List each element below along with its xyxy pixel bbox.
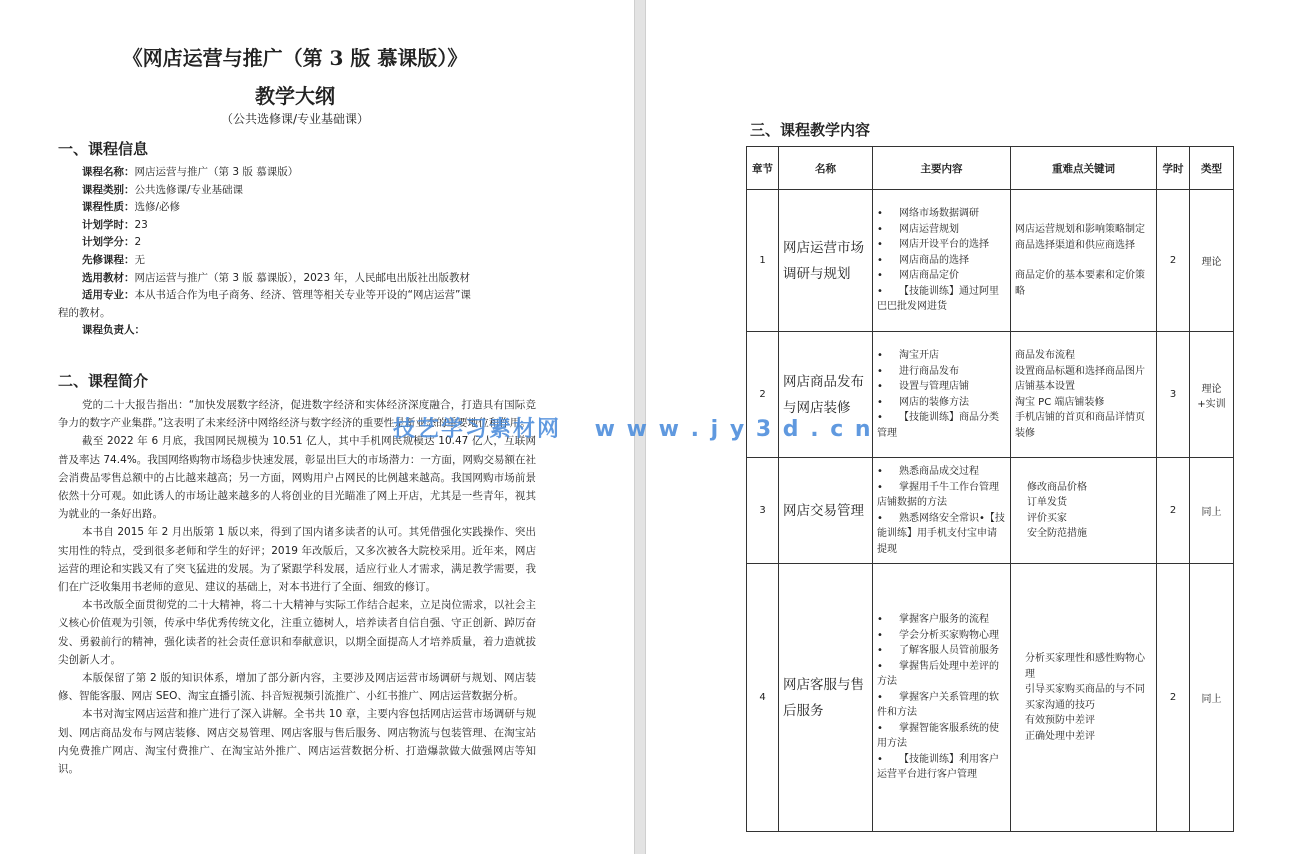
intro-paragraph: 截至 2022 年 6 月底，我国网民规模为 10.51 亿人，其中手机网民规模达 10.47 亿人，互联网普及率达 74.4%。我国网络购物市场稳步快速发展，彰显出巨大的市场潜力：一方面，网购交易额在社会消费品零售总额中的占比越来越高；另一方面，网购用户占网民的比例越来越高。我国网购市场前景依然十分可观。如此诱人的市场让越来越多的人将创业的目光瞄准了网上开店，尤其是一些青年，视其为就业的一条好出路。 xyxy=(58,435,536,521)
col-header-type: 类型 xyxy=(1190,147,1234,190)
info-row-major: 适用专业：本从书适合作为电子商务、经济、管理等相关专业等开设的“网店运营”课 xyxy=(82,289,471,302)
hours-cell: 3 xyxy=(1157,332,1190,458)
main-content-cell: • 掌握客户服务的流程 • 学会分析买家购物心理 • 了解客服人员管前服务 • 掌握售后处理中差评的方法 • 掌握客户关系管理的软件和方法 • 掌握智能客服系统的使用方法 • 【技能训练】利用客户运营平台进行客户管理 xyxy=(873,564,1011,832)
info-row-course-lead: 课程负责人： xyxy=(82,324,145,337)
type-cell: 理论 xyxy=(1190,190,1234,332)
info-row-prerequisite: 先修课程：无 xyxy=(82,253,145,266)
info-row-planned-hours: 计划学时：23 xyxy=(82,218,148,231)
table-row xyxy=(747,564,1234,832)
info-row-course-nature: 课程性质：选修/必修 xyxy=(82,201,181,214)
hours-cell: 2 xyxy=(1157,190,1190,332)
document-subtitle: 教学大纲 xyxy=(255,84,335,108)
teaching-content-table xyxy=(746,146,1234,832)
chapter-name: 网店运营市场调研与规划 xyxy=(779,190,873,332)
document-title: 《网店运营与推广（第 3 版 慕课版）》 xyxy=(122,46,468,70)
col-header-chapter: 章节 xyxy=(747,147,779,190)
watermark: 技艺学习素材网 w w w . j y 3 d . c n xyxy=(393,417,873,442)
course-intro-text xyxy=(58,396,536,778)
info-row-planned-credits: 计划学分：2 xyxy=(82,236,142,249)
info-row-course-name: 课程名称：网店运营与推广（第 3 版 慕课版） xyxy=(82,166,299,178)
key-points-cell: 商品发布流程 设置商品标题和选择商品图片 店铺基本设置 淘宝 PC 端店铺装修 手机店铺的首页和商品详情页装修 xyxy=(1011,332,1157,458)
section-heading-course-intro: 二、课程简介 xyxy=(58,372,149,390)
hours-cell: 2 xyxy=(1157,458,1190,564)
type-cell: 同上 xyxy=(1190,458,1234,564)
table-header-row xyxy=(747,147,1234,190)
intro-paragraph: 本版保留了第 2 版的知识体系，增加了部分新内容，主要涉及网店运营市场调研与规划、网店装修、智能客服、网店 SEO、淘宝直播引流、抖音短视频引流推广、小红书推广、网店运营数据分析。 xyxy=(58,672,536,703)
type-cell: 理论+实训 xyxy=(1190,332,1234,458)
section-heading-teaching-content: 三、课程教学内容 xyxy=(750,121,871,139)
chapter-name: 网店客服与售后服务 xyxy=(779,564,873,832)
main-content-cell: • 淘宝开店 • 进行商品发布 • 设置与管理店铺 • 网店的装修方法 • 【技能训练】商品分类管理 xyxy=(873,332,1011,458)
course-info-list xyxy=(58,164,542,340)
info-row-major-continued: 程的教材。 xyxy=(58,306,111,319)
intro-paragraph: 本书改版全面贯彻党的二十大精神，将二十大精神与实际工作结合起来，立足岗位需求，以社会主义核心价值观为引领，传承中华优秀传统文化，注重立德树人，培养读者自信自强、守正创新、踔厉奋发、勇毅前行的精神，强化读者的社会责任意识和奉献意识，以期全面提高人才培养质量，着力造就拔尖创新人才。 xyxy=(58,599,536,666)
key-points-cell: 修改商品价格 订单发货 评价买家 安全防范措施 xyxy=(1011,458,1157,564)
key-points-cell: 分析买家理性和感性购物心理 引导买家购买商品的与不同买家沟通的技巧 有效预防中差评 正确处理中差评 xyxy=(1011,564,1157,832)
col-header-main-content: 主要内容 xyxy=(873,147,1011,190)
chapter-number: 3 xyxy=(747,458,779,564)
type-cell: 同上 xyxy=(1190,564,1234,832)
col-header-name: 名称 xyxy=(779,147,873,190)
chapter-number: 1 xyxy=(747,190,779,332)
chapter-name: 网店交易管理 xyxy=(779,458,873,564)
hours-cell: 2 xyxy=(1157,564,1190,832)
info-row-textbook: 选用教材：网店运营与推广（第 3 版 慕课版），2023 年，人民邮电出版社出版教材 xyxy=(82,271,471,284)
main-content-cell: • 熟悉商品成交过程 • 掌握用千牛工作台管理店铺数据的方法 • 熟悉网络安全常识•【技能训练】用手机支付宝申请提现 xyxy=(873,458,1011,564)
main-content-cell: • 网络市场数据调研 • 网店运营规划 • 网店开设平台的选择 • 网店商品的选择 • 网店商品定价 • 【技能训练】通过阿里巴巴批发网进货 xyxy=(873,190,1011,332)
info-row-course-category: 课程类别：公共选修课/专业基础课 xyxy=(82,183,244,196)
col-header-hours: 学时 xyxy=(1157,147,1190,190)
chapter-number: 4 xyxy=(747,564,779,832)
col-header-key-points: 重难点关键词 xyxy=(1011,147,1157,190)
intro-paragraph: 本书对淘宝网店运营和推广进行了深入讲解。全书共 10 章，主要内容包括网店运营市场调研与规划、网店商品发布与网店装修、网店交易管理、网店客服与售后服务、网店物流与包装管理、在淘宝站内免费推广网店、淘宝付费推广、在淘宝站外推广、网店运营数据分析、打造爆款做大做强网店等知识。 xyxy=(58,708,536,776)
table-row xyxy=(747,458,1234,564)
chapter-name: 网店商品发布与网店装修 xyxy=(779,332,873,458)
section-heading-course-info: 一、课程信息 xyxy=(58,140,149,158)
table-row xyxy=(747,190,1234,332)
intro-paragraph: 本书自 2015 年 2 月出版第 1 版以来，得到了国内诸多读者的认可。其凭借强化实践操作、突出实用性的特点，受到很多老师和学生的好评；2019 年改版后，又多次被各大院校采用。近年来，网店运营的理论和实践又有了突飞猛进的发展。为了紧跟学科发展，适应行业人才需求，满足教学需要，我们在广泛收集用书老师的意见、建议的基础上，对本书进行了全面、细致的修订。 xyxy=(58,526,536,594)
key-points-cell: 网店运营规划和影响策略制定 商品选择渠道和供应商选择 商品定价的基本要素和定价策略 xyxy=(1011,190,1157,332)
chapter-number: 2 xyxy=(747,332,779,458)
course-type: （公共选修课/专业基础课） xyxy=(220,112,370,126)
intro-paragraph: 党的二十大报告指出：“加快发展数字经济，促进数字经济和实体经济深度融合，打造具有国际竞争力的数字产业集群。”这表明了未来经济中网络经济与数字经济的重要性是新业态的重要地位和作用。 xyxy=(58,399,536,430)
